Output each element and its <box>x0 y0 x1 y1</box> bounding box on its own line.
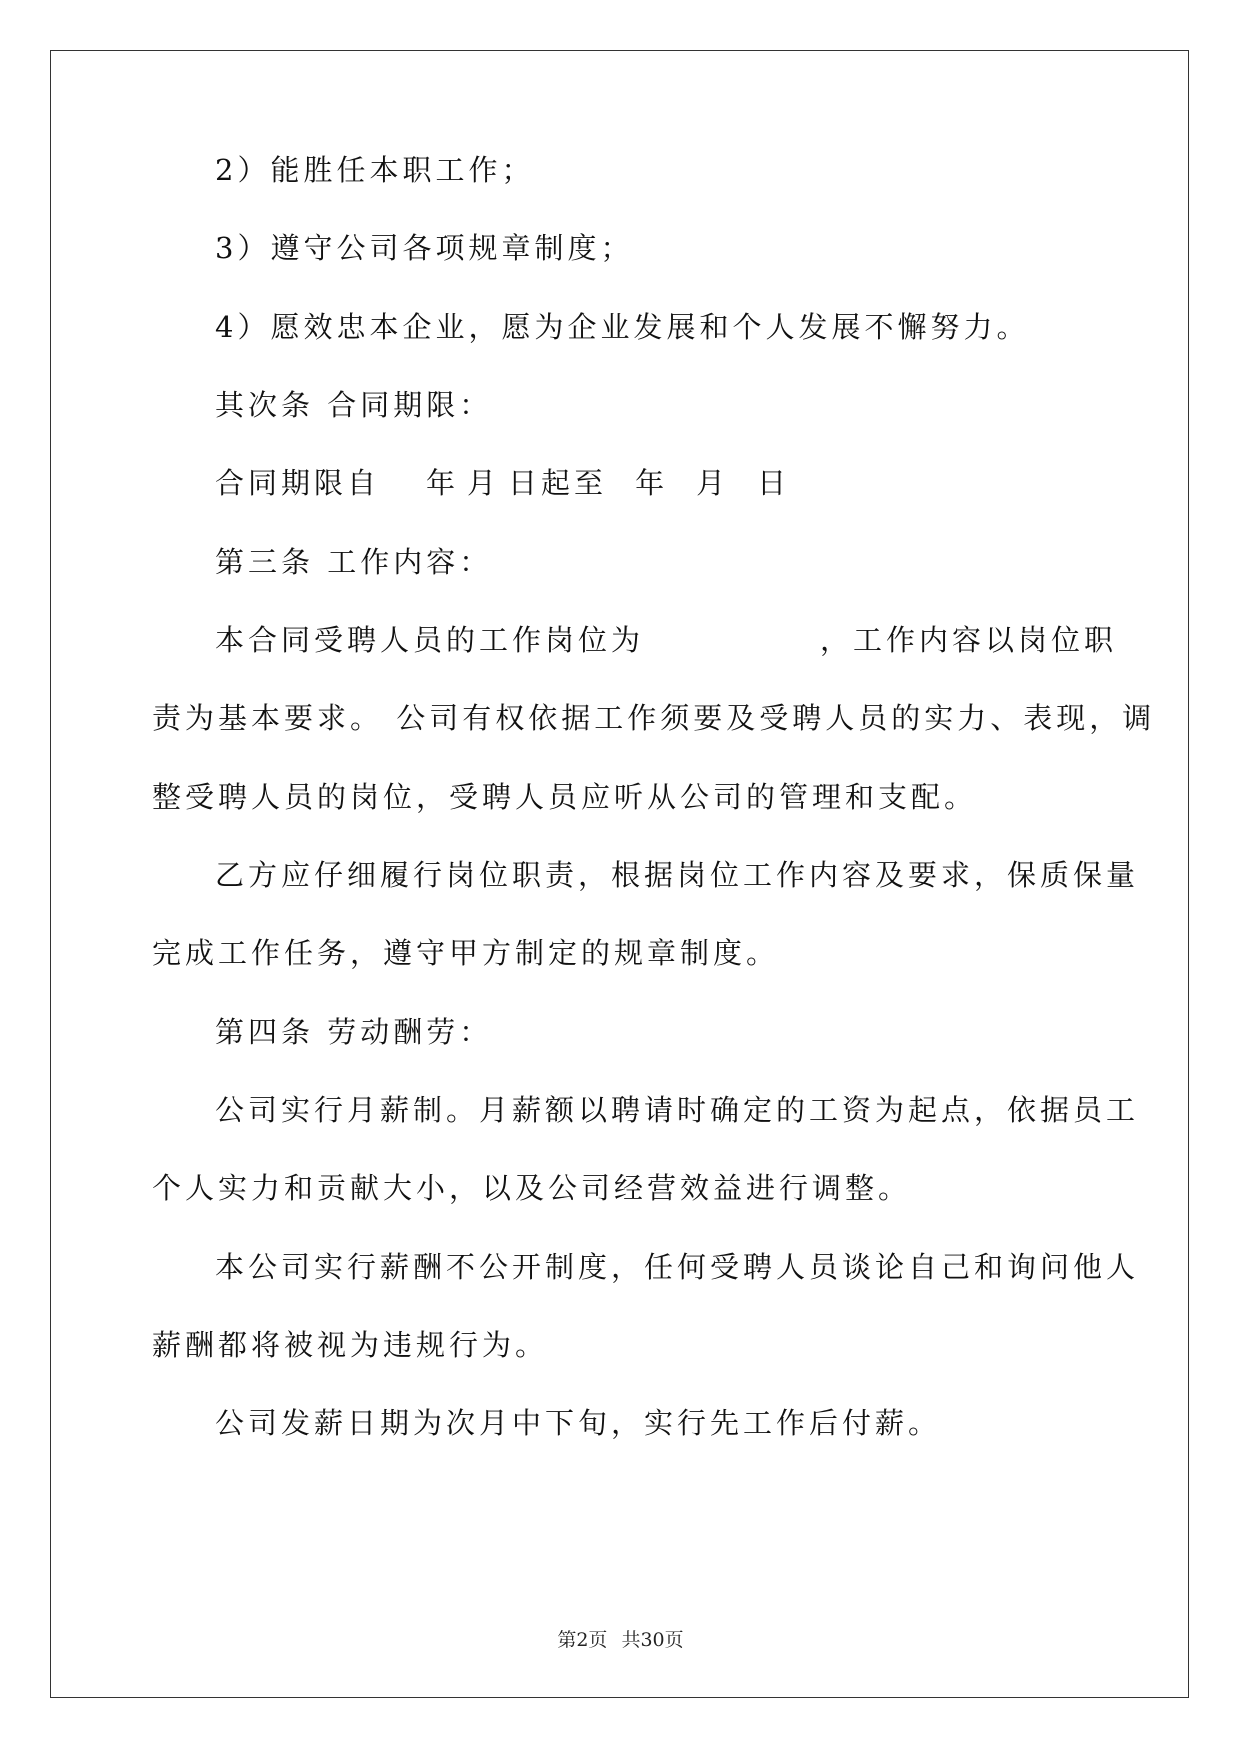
article-3-heading: 第三条 工作内容： <box>215 545 493 579</box>
contract-term-line <box>215 463 790 503</box>
article-4-p1-line1: 公司实行月薪制。月薪额以聘请时确定的工资为起点，依据员工 <box>215 1093 1140 1127</box>
term-end-year: 年 <box>635 466 669 500</box>
clause-item-3: 3）遵守公司各项规章制度； <box>215 231 634 265</box>
article-3-p2-line1: 乙方应仔细履行岗位职责，根据岗位工作内容及要求，保质保量 <box>215 858 1140 892</box>
article-4-heading: 第四条 劳动酬劳： <box>215 1015 493 1049</box>
page-number: 第2页 <box>557 1629 608 1651</box>
article-4-p1-line2: 个人实力和贡献大小，以及公司经营效益进行调整。 <box>152 1171 912 1205</box>
page-total: 共30页 <box>621 1629 684 1651</box>
position-text-a: 本合同受聘人员的工作岗位为 <box>215 623 645 657</box>
article-3-p1-line2: 责为基本要求。 公司有权依据工作须要及受聘人员的实力、表现，调 <box>152 701 1156 735</box>
clause-item-2: 2）能胜任本职工作； <box>215 153 535 187</box>
term-start-month: 月 <box>467 466 501 500</box>
article-4-p2-line1: 本公司实行薪酬不公开制度，任何受聘人员谈论自己和询问他人 <box>215 1250 1140 1284</box>
clause-item-4: 4）愿效忠本企业，愿为企业发展和个人发展不懈努力。 <box>215 310 1030 344</box>
position-text-b: ，工作内容以岗位职 <box>820 623 1118 657</box>
article-4-p3-line1: 公司发薪日期为次月中下旬，实行先工作后付薪。 <box>215 1406 942 1440</box>
article-4-p2-line2: 薪酬都将被视为违规行为。 <box>152 1328 549 1362</box>
term-end-month: 月 <box>696 466 730 500</box>
term-start-day: 日起至 <box>508 466 608 500</box>
article-3-p1-line3: 整受聘人员的岗位，受聘人员应听从公司的管理和支配。 <box>152 780 978 814</box>
term-start-year: 年 <box>426 466 460 500</box>
page-footer <box>0 1628 1241 1652</box>
article-3-p2-line2: 完成工作任务，遵守甲方制定的规章制度。 <box>152 936 780 970</box>
term-prefix: 合同期限自 <box>215 466 381 500</box>
article-3-p1-line1 <box>215 620 1117 660</box>
article-2-heading: 其次条 合同期限： <box>215 388 493 422</box>
term-end-day: 日 <box>757 466 791 500</box>
